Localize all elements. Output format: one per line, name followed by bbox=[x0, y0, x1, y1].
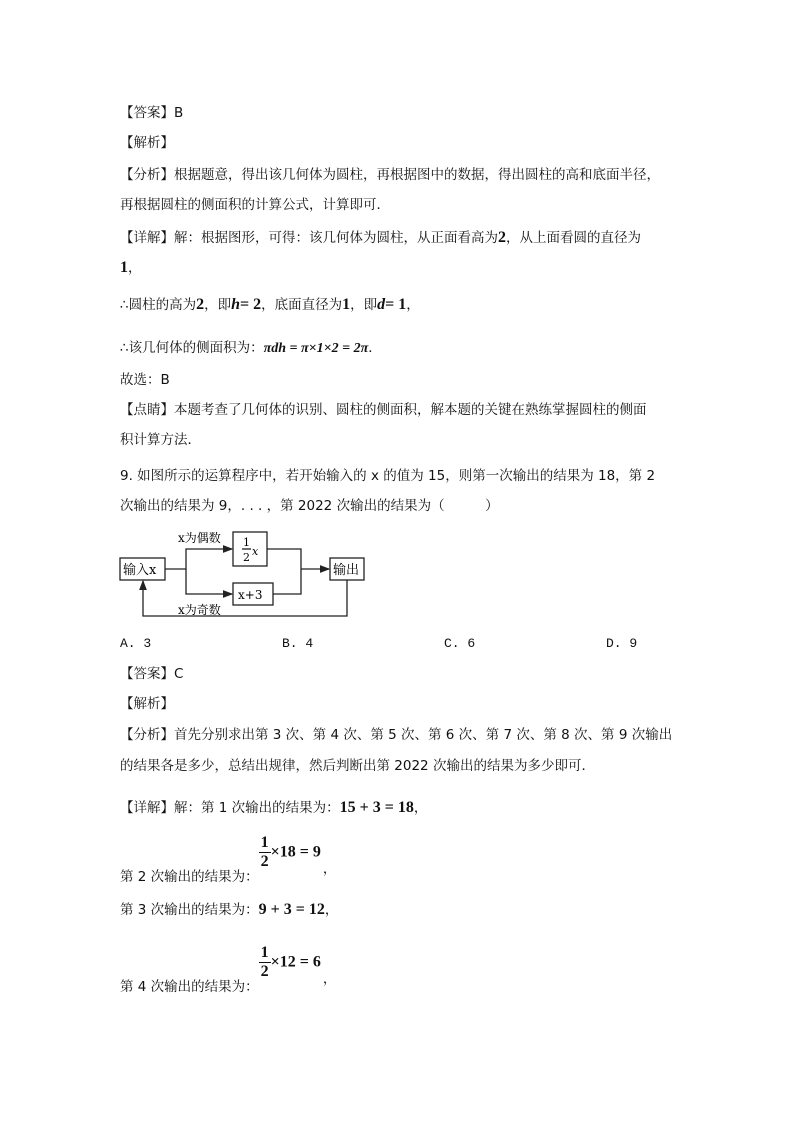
q8-fenxi-1 bbox=[120, 165, 660, 185]
text: 第 2 次输出的结果为： bbox=[120, 868, 259, 885]
q8-detail-4 bbox=[120, 338, 382, 359]
q8-detail-2 bbox=[120, 258, 142, 278]
q9-detail-1 bbox=[120, 798, 427, 818]
option-a: A. 3 bbox=[120, 636, 152, 651]
q8-answer bbox=[120, 103, 183, 123]
input-label: 输入x bbox=[123, 563, 157, 578]
text: ∴圆柱的高为 bbox=[120, 297, 197, 313]
math: d bbox=[377, 296, 386, 313]
text: ，即 bbox=[204, 297, 232, 313]
text: 解：第 1 次输出的结果为： bbox=[174, 800, 340, 816]
text: ∴该几何体的侧面积为： bbox=[120, 340, 264, 356]
math: = 1 bbox=[385, 296, 407, 313]
text: ， bbox=[413, 800, 428, 816]
flow-diagram bbox=[118, 528, 368, 620]
math: ×12 = 6 bbox=[270, 953, 321, 971]
option-d: D. 9 bbox=[606, 636, 638, 651]
half-denominator: 2 bbox=[243, 551, 250, 564]
half-variable: x bbox=[252, 545, 259, 558]
text: 首先分别求出第 3 次、第 4 次、第 5 次、第 6 次、第 7 次、第 8 次、第 9 次输出 bbox=[174, 727, 673, 743]
q9-answer bbox=[120, 664, 183, 684]
q9-stem-2: 次输出的结果为 9，. . . ，第 2022 次输出的结果为（ ） bbox=[120, 498, 499, 514]
text: 第 3 次输出的结果为： bbox=[120, 902, 259, 918]
denominator: 2 bbox=[260, 963, 269, 980]
math: 1 bbox=[342, 296, 351, 313]
half-numerator: 1 bbox=[243, 536, 250, 549]
numerator: 1 bbox=[260, 834, 269, 851]
math: 1 bbox=[120, 259, 128, 276]
option-b: B. 4 bbox=[282, 636, 314, 651]
q9-analysis-heading: 【解析】 bbox=[120, 696, 174, 712]
q8-detail-1 bbox=[120, 228, 641, 248]
denominator: 2 bbox=[260, 853, 269, 870]
math: 15 + 3 = 18 bbox=[339, 799, 414, 816]
even-label: x为偶数 bbox=[178, 531, 221, 545]
odd-label: x为奇数 bbox=[178, 603, 221, 617]
text: ， bbox=[324, 902, 339, 918]
q8-detail-3 bbox=[120, 295, 420, 315]
q8-fenxi-2: 再根据圆柱的侧面积的计算公式，计算即可． bbox=[120, 197, 390, 213]
math: ×18 = 9 bbox=[270, 843, 321, 861]
text: ，底面直径为 bbox=[261, 297, 343, 313]
label: 【点睛】 bbox=[120, 402, 174, 418]
plus3-label: x+3 bbox=[238, 588, 263, 602]
math: h bbox=[231, 296, 240, 313]
q9-step-2 bbox=[120, 834, 337, 885]
text: ，即 bbox=[350, 297, 378, 313]
text: ，从上面看圆的直径为 bbox=[506, 230, 641, 246]
q9-fenxi-1 bbox=[120, 725, 672, 745]
math: 2 bbox=[196, 296, 205, 313]
text: 根据题意，得出该几何体为圆柱，再根据图中的数据，得出圆柱的高和底面半径， bbox=[174, 167, 660, 183]
q8-comment-2: 积计算方法． bbox=[120, 432, 201, 448]
q9-fenxi-2: 的结果各是多少，总结出规律，然后判断出第 2022 次输出的结果为多少即可． bbox=[120, 758, 595, 774]
q8-comment-1 bbox=[120, 400, 647, 420]
math: = 2 bbox=[240, 296, 262, 313]
fraction bbox=[259, 944, 271, 981]
numerator: 1 bbox=[260, 944, 269, 961]
math: 2 bbox=[498, 229, 506, 246]
answer-value: B bbox=[174, 105, 184, 121]
text: ， bbox=[322, 860, 337, 877]
answer-value: C bbox=[174, 666, 184, 682]
output-label: 输出 bbox=[333, 563, 360, 578]
q9-step-4 bbox=[120, 944, 337, 995]
text: ， bbox=[406, 297, 420, 313]
label: 【详解】 bbox=[120, 230, 174, 246]
q9-step-3 bbox=[120, 900, 338, 920]
q9-stem-1: 9. 如图所示的运算程序中，若开始输入的 x 的值为 15，则第一次输出的结果为 18，第 2 bbox=[120, 468, 656, 484]
math: 9 + 3 = 12 bbox=[258, 901, 325, 918]
option-c: C. 6 bbox=[444, 636, 476, 651]
label: 【答案】 bbox=[120, 105, 174, 121]
label: 【详解】 bbox=[120, 800, 174, 816]
label: 【分析】 bbox=[120, 167, 174, 183]
text: ， bbox=[322, 970, 337, 987]
math: πdh = π×1×2 = 2π bbox=[263, 341, 369, 356]
text: 本题考查了几何体的识别、圆柱的侧面积，解本题的关键在熟练掌握圆柱的侧面 bbox=[174, 402, 647, 418]
q8-analysis-heading: 【解析】 bbox=[120, 135, 174, 151]
text: 解：根据图形，可得：该几何体为圆柱，从正面看高为 bbox=[174, 230, 498, 246]
text: ， bbox=[128, 260, 142, 276]
label: 【分析】 bbox=[120, 727, 174, 743]
text: 第 4 次输出的结果为： bbox=[120, 978, 259, 995]
label: 【答案】 bbox=[120, 666, 174, 682]
text: ． bbox=[368, 340, 382, 356]
q8-choose: 故选：B bbox=[120, 372, 170, 388]
fraction bbox=[259, 834, 271, 871]
